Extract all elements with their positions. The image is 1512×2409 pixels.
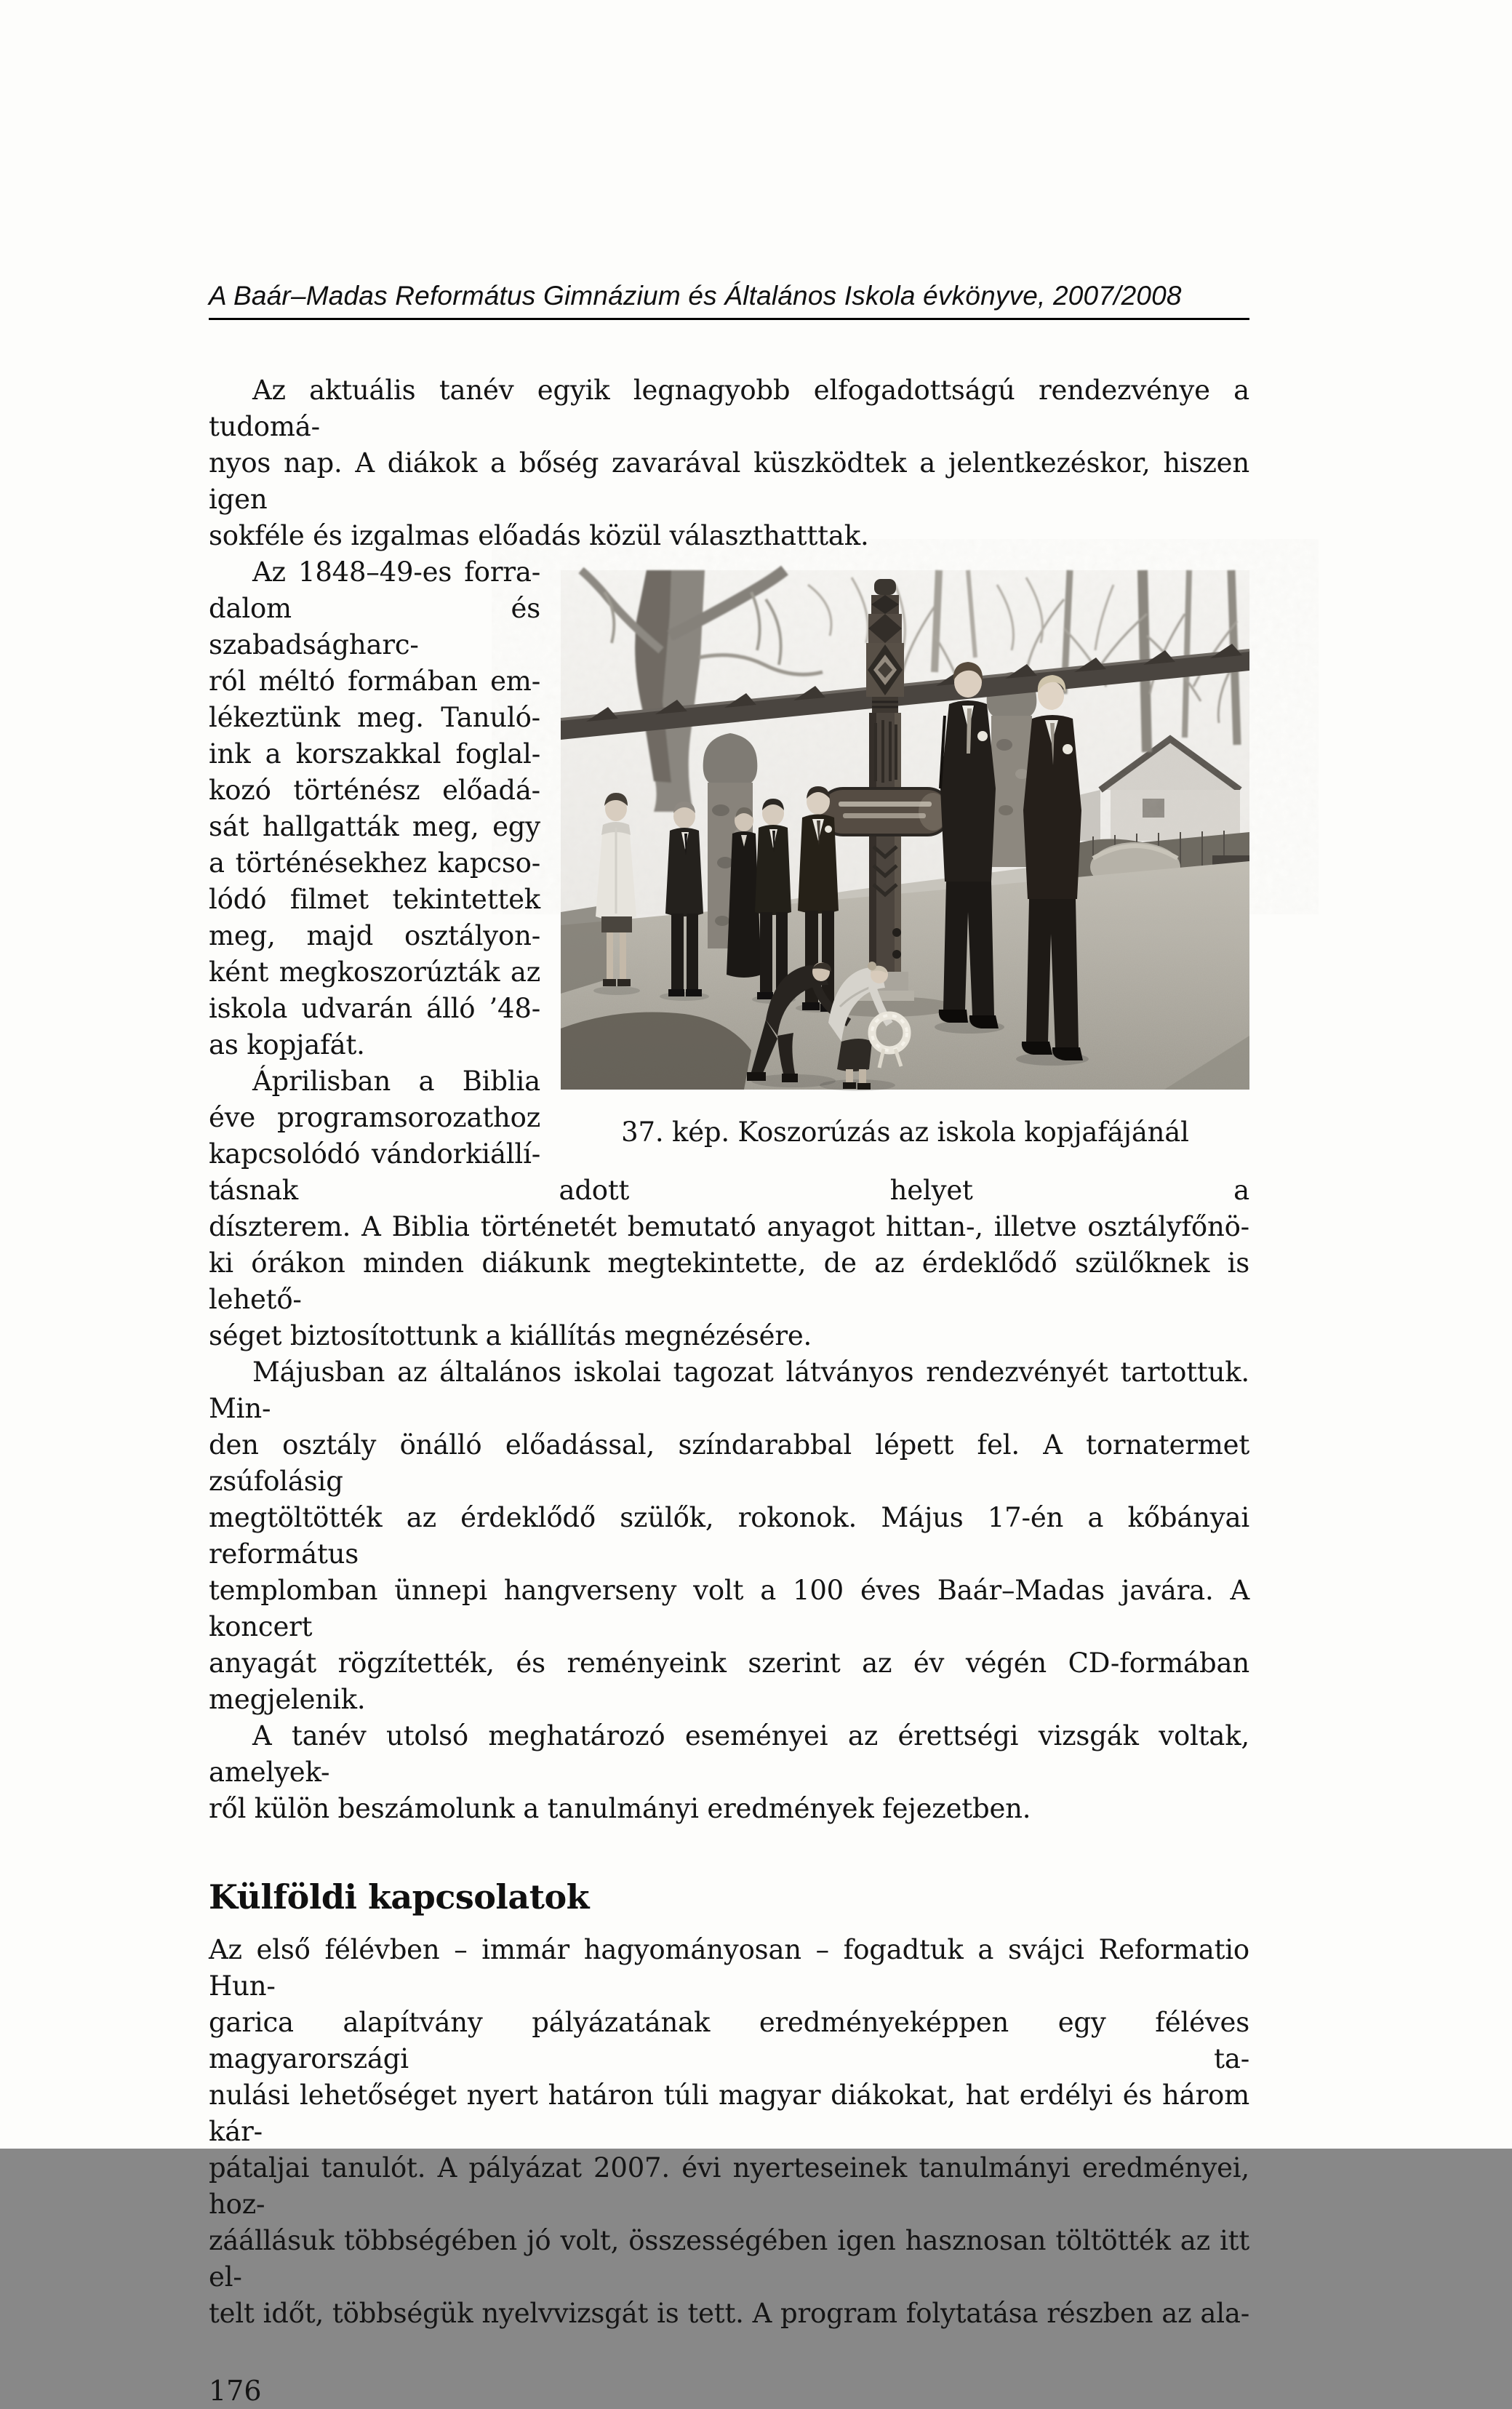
- text-line: sát hallgatták meg, egy: [209, 811, 540, 842]
- text-line: dalom és szabadságharc-: [209, 593, 540, 660]
- header-rule: [209, 318, 1249, 320]
- text-line: éve programsorozathoz: [209, 1102, 540, 1133]
- shadow: [593, 986, 640, 995]
- page-number: 176: [209, 2375, 262, 2407]
- text-line: kozó történész előadá-: [209, 775, 540, 806]
- text-line: sokféle és izgalmas előadás közül választhatttak.: [209, 520, 869, 551]
- text-line: anyagát rögzítették, és reményeink szerint az év végén CD-formában megjelenik.: [209, 1647, 1249, 1715]
- text-line: kapcsolódó vándorkiállí-: [209, 1138, 540, 1170]
- text-line: garica alapítvány pályázatának eredményeképpen egy féléves magyarországi ta-: [209, 2007, 1249, 2074]
- text-line: megtöltötték az érdeklődő szülők, rokonok. Május 17-én a kőbányai református: [209, 1502, 1249, 1570]
- paragraph: [209, 1718, 1249, 1827]
- text-block: [209, 0, 1249, 2409]
- text-line: nyos nap. A diákok a bőség zavarával küszködtek a jelentkezéskor, hiszen igen: [209, 447, 1249, 515]
- text-line: den osztály önálló előadással, színdarabbal lépett fel. A tornatermet zsúfolásig: [209, 1429, 1249, 1497]
- photo-illustration: [561, 570, 1249, 1090]
- text-line: lékeztünk meg. Tanuló-: [209, 702, 540, 733]
- text-line: pátaljai tanulót. A pályázat 2007. évi nyerteseinek tanulmányi eredményei, hoz-: [209, 2152, 1249, 2220]
- figure-caption: 37. kép. Koszorúzás az iskola kopjafájánál: [621, 1116, 1189, 1148]
- text-line: as kopjafát.: [209, 1029, 365, 1060]
- paragraph: [209, 372, 1249, 554]
- text-line: ról méltó formában em-: [209, 666, 540, 697]
- text-line: Az első félévben – immár hagyományosan – fogadtuk a svájci Reformatio Hun-: [209, 1934, 1249, 2002]
- text-line: Májusban az általános iskolai tagozat látványos rendezvényét tartottuk. Min-: [209, 1357, 1249, 1424]
- paragraph: [209, 1354, 1249, 1718]
- text-line: templomban ünnepi hangverseny volt a 100 éves Baár–Madas javára. A koncert: [209, 1575, 1249, 1642]
- text-line: Az aktuális tanév egyik legnagyobb elfogadottságú rendezvénye a tudomá-: [209, 375, 1249, 442]
- text-line: ként megkoszorúzták az: [209, 956, 540, 988]
- text-line: a történésekhez kapcso-: [209, 847, 540, 879]
- photo-koszoruzas-az-iskola-kopjafajanal: [561, 570, 1249, 1090]
- text-line: ről külön beszámolunk a tanulmányi eredmények fejezetben.: [209, 1793, 1031, 1824]
- figure-koszoruzas: [561, 570, 1249, 1149]
- text-line: Áprilisban a Biblia: [252, 1066, 540, 1097]
- text-line: A tanév utolsó meghatározó eseményei az érettségi vizsgák voltak, amelyek-: [209, 1720, 1249, 1788]
- body-text: [209, 372, 1249, 2332]
- text-line: telt időt, többségük nyelvvizsgát is tett. A program folytatása részben az ala-: [209, 2298, 1249, 2329]
- text-line: díszterem. A Biblia történetét bemutató anyagot hittan-, illetve osztályfőnö-: [209, 1211, 1249, 1242]
- text-line: meg, majd osztályon-: [209, 920, 540, 951]
- text-line: ink a korszakkal foglal-: [209, 738, 540, 770]
- running-header: A Baár–Madas Református Gimnázium és Általános Iskola évkönyve, 2007/2008: [209, 281, 1182, 311]
- text-line: iskola udvarán álló ’48-: [209, 993, 540, 1024]
- text-line: ki órákon minden diákunk megtekintette, de az érdeklődő szülőknek is lehető-: [209, 1247, 1249, 1315]
- section-heading: Külföldi kapcsolatok: [209, 1877, 589, 1917]
- text-line: séget biztosítottunk a kiállítás megnézésére.: [209, 1320, 812, 1351]
- text-line: záállásuk többségében jó volt, összességében igen hasznosan töltötték az itt el-: [209, 2225, 1249, 2293]
- paragraph: [209, 1932, 1249, 2332]
- text-line: tásnak adott helyet a: [209, 1175, 1249, 1206]
- text-line: nulási lehetőséget nyert határon túli magyar diákokat, hat erdélyi és három kár-: [209, 2080, 1249, 2147]
- text-line: Az 1848–49-es forra-: [252, 556, 540, 588]
- text-line: lódó filmet tekintettek: [209, 884, 540, 915]
